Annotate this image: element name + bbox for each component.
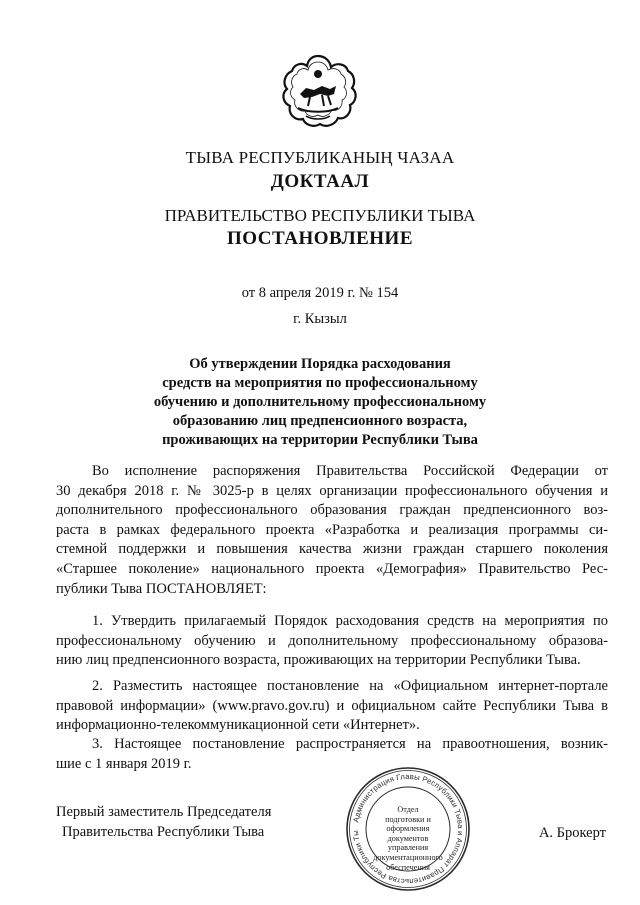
header-doktaal: ДОКТААЛ [270,171,370,192]
official-stamp [344,765,472,893]
paragraph-line: стемной поддержки и повышения качества жизни граждан старшего поколения [56,541,608,558]
title-line: обучению и дополнительному профессиональному [153,394,487,410]
stamp-line: обеспечения [386,862,430,872]
paragraph-line: профессиональному обучению и дополнительному профессиональному образова- [56,632,608,649]
document-title [120,355,520,450]
signer-position [56,803,271,842]
stamp-line: Отдел [397,805,419,814]
paragraph-line: правовой информации» (www.pravo.gov.ru) и официальном сайте Республики Тыва в [56,697,608,714]
paragraph-line: шие с 1 января 2019 г. [56,755,192,772]
paragraph-line: 3. Настоящее постановление распространяется на правоотношения, возник- [92,736,608,752]
paragraph-line: дополнительного профессионального образования граждан предпенсионного воз- [56,502,608,519]
signer-position-line: Первый заместитель Председателя [56,804,272,820]
stamp-line: документационного [373,852,443,862]
header-tyva-line: ТЫВА РЕСПУБЛИКАНЫҢ ЧАЗАА [185,148,455,167]
signer-position-line: Правительства Республики Тыва [62,823,265,840]
title-line: проживающих на территории Республики Тыва [162,432,478,448]
paragraph-line: 30 декабря 2018 г. № 3025-р в целях организации профессионального обучения и [56,482,608,499]
item-3-paragraph [56,735,608,774]
paragraph-line: 2. Разместить настоящее постановление на «Официальном интернет-портале [92,678,608,694]
stamp-ring-text: Администрация Главы Республики Тыва и Аппарат Правительства Республики Ты [350,771,466,887]
paragraph-line: информационно-телекоммуникационной сети «Интернет». [56,717,420,734]
paragraph-line: Во исполнение распоряжения Правительства Российской Федерации от [92,463,608,479]
stamp-line: подготовки и [385,814,431,824]
stamp-center-text [366,805,450,872]
stamp-line: оформления документов [386,824,430,843]
tyva-emblem-icon [276,50,360,134]
document-date-number: от 8 апреля 2019 г. № 154 [241,285,399,301]
paragraph-line: публики Тыва ПОСТАНОВЛЯЕТ: [56,580,267,597]
title-line: образованию лиц предпенсионного возраста, [172,413,468,429]
signer-name: А. Брокерт [538,825,606,841]
stamp-line: управления [387,843,429,853]
item-2-paragraph [56,677,608,736]
title-line: Об утверждении Порядка расходования [189,356,451,372]
title-line: средств на мероприятия по профессиональному [162,375,478,391]
document-city: г. Кызыл [293,311,347,327]
header-government-line: ПРАВИТЕЛЬСТВО РЕСПУБЛИКИ ТЫВА [164,206,476,225]
header-postanovlenie: ПОСТАНОВЛЕНИЕ [226,228,414,249]
paragraph-line: нию лиц предпенсионного возраста, проживающих на территории Республики Тыва. [56,652,581,669]
item-1-paragraph [56,612,608,671]
paragraph-line: раста в рамках федерального проекта «Разработка и реализация программы си- [56,521,608,538]
paragraph-line: 1. Утвердить прилагаемый Порядок расходования средств на мероприятия по [92,613,608,629]
preamble-paragraph [56,462,608,599]
paragraph-line: «Старшее поколение» национального проекта «Демография» Правительство Рес- [56,560,608,577]
